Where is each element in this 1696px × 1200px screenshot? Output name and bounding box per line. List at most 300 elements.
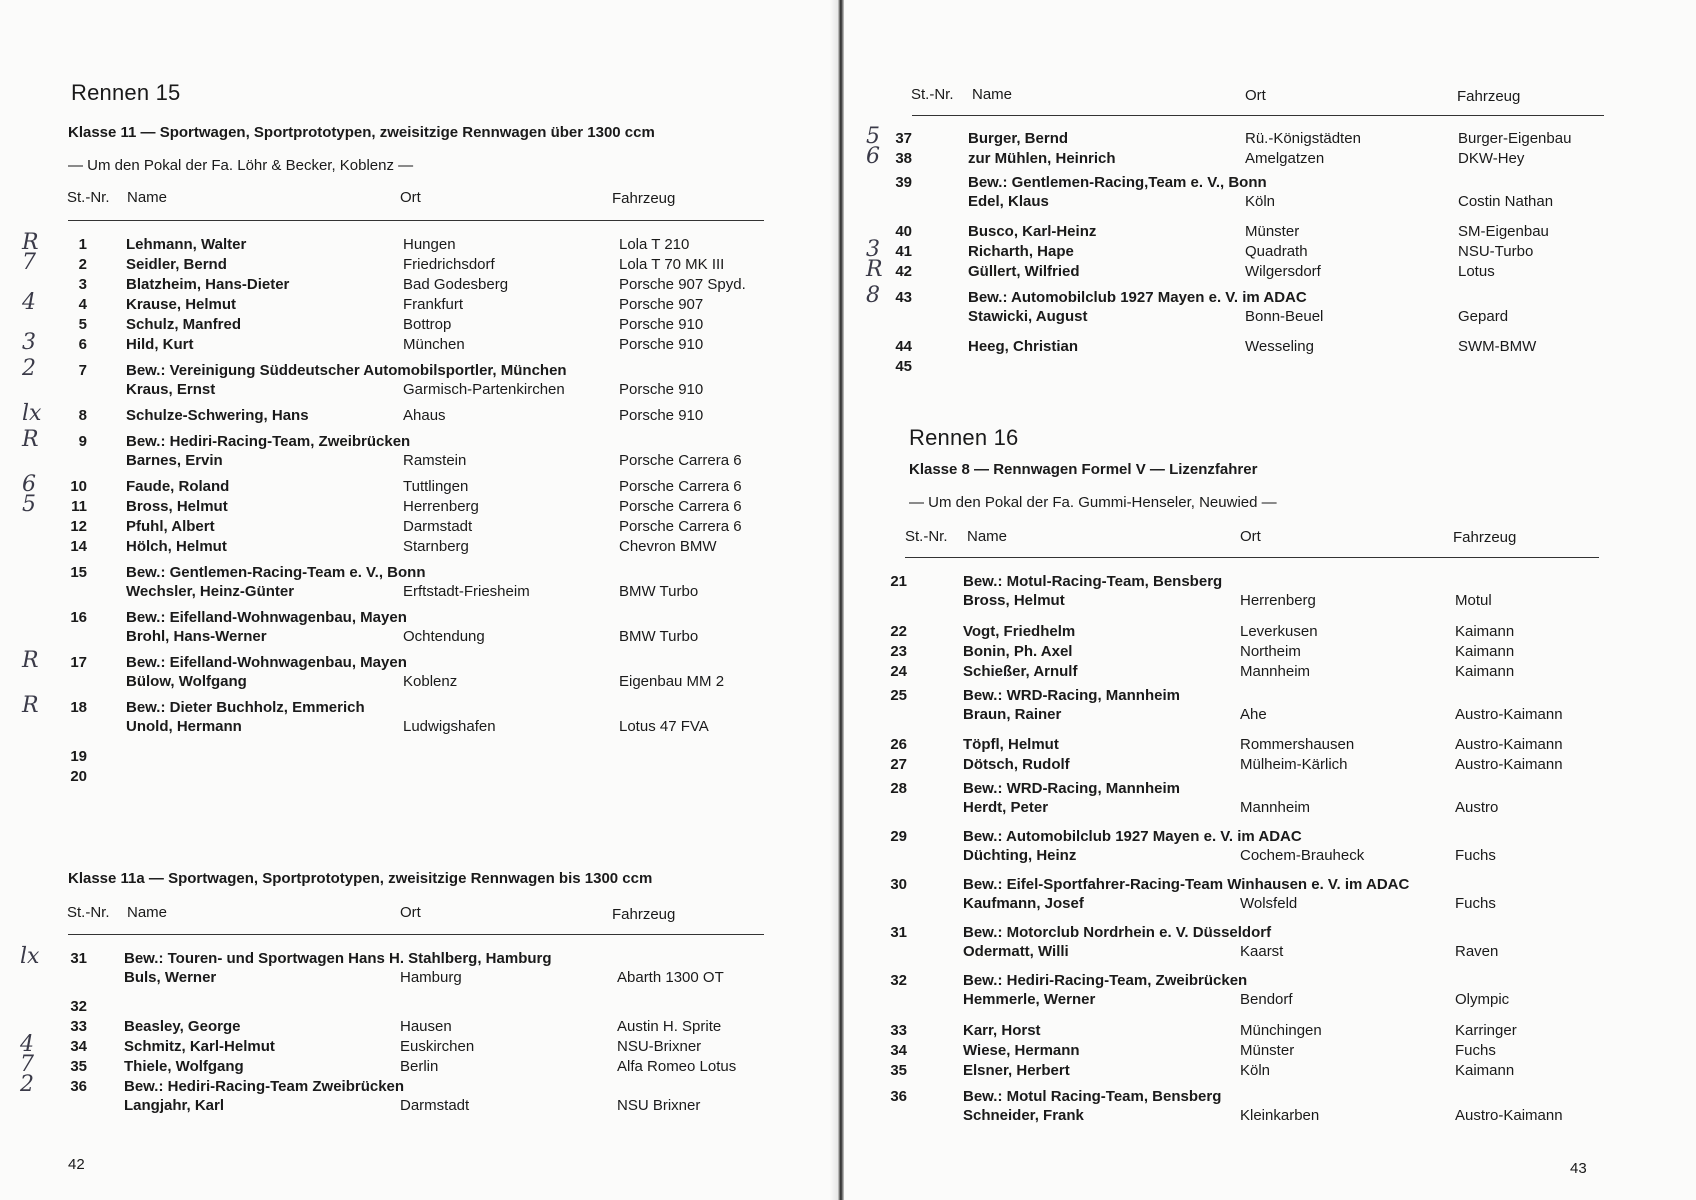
driver-name: zur Mühlen, Heinrich bbox=[968, 150, 1116, 167]
list-item bbox=[866, 124, 1620, 150]
driver-name: Elsner, Herbert bbox=[963, 1062, 1070, 1079]
entrant-team: Bew.: Motul Racing-Team, Bensberg bbox=[963, 1088, 1222, 1105]
location: Hamburg bbox=[400, 969, 462, 986]
list-item bbox=[890, 643, 1620, 663]
list-item bbox=[866, 237, 1620, 263]
driver-name: Karr, Horst bbox=[963, 1022, 1041, 1039]
location: Tuttlingen bbox=[403, 478, 469, 495]
vehicle: Olympic bbox=[1455, 991, 1510, 1008]
start-number: 38 bbox=[895, 150, 912, 167]
start-number: 4 bbox=[78, 296, 87, 313]
entrant-team: Bew.: Automobilclub 1927 Mayen e. V. im ADAC bbox=[968, 289, 1307, 306]
vehicle: Porsche 910 bbox=[619, 407, 704, 424]
location: Hausen bbox=[400, 1018, 452, 1035]
start-number: 32 bbox=[890, 972, 907, 989]
start-number: 35 bbox=[890, 1062, 907, 1079]
start-number: 12 bbox=[70, 518, 87, 535]
start-number: 36 bbox=[70, 1078, 87, 1095]
vehicle: Fuchs bbox=[1455, 847, 1496, 864]
vehicle: Porsche Carrera 6 bbox=[619, 452, 742, 469]
location: Kaarst bbox=[1240, 943, 1284, 960]
vehicle: Kaimann bbox=[1455, 623, 1515, 640]
driver-name: Wiese, Hermann bbox=[963, 1042, 1080, 1059]
list-item bbox=[22, 648, 780, 690]
header-rule-2 bbox=[905, 557, 1599, 558]
vehicle: Lotus bbox=[1458, 263, 1495, 280]
start-number: 23 bbox=[890, 643, 907, 660]
handwritten-mark: R bbox=[866, 257, 883, 282]
vehicle: Abarth 1300 OT bbox=[617, 969, 724, 986]
driver-name: Langjahr, Karl bbox=[124, 1097, 225, 1114]
location: Rü.-Königstädten bbox=[1245, 130, 1361, 147]
driver-name: Odermatt, Willi bbox=[963, 943, 1069, 960]
handwritten-mark: 6 bbox=[22, 472, 36, 497]
start-number: 7 bbox=[78, 362, 87, 379]
class-title: Klasse 11 — Sportwagen, Sportprototypen, zweisitzige Rennwagen über 1300 ccm bbox=[68, 124, 655, 141]
location: Köln bbox=[1240, 1062, 1271, 1079]
location: Herrenberg bbox=[403, 498, 479, 515]
vehicle: Porsche 910 bbox=[619, 381, 704, 398]
list-item bbox=[895, 223, 1620, 243]
location: Ramstein bbox=[403, 452, 467, 469]
start-number: 14 bbox=[70, 538, 87, 555]
list-item bbox=[890, 876, 1620, 912]
list-item bbox=[22, 472, 780, 498]
right-page bbox=[866, 0, 1620, 1200]
vehicle: NSU-Turbo bbox=[1458, 243, 1534, 260]
vehicle: Alfa Romeo Lotus bbox=[617, 1058, 737, 1075]
list-item bbox=[895, 174, 1620, 210]
start-number: 35 bbox=[70, 1058, 87, 1075]
driver-name: Heeg, Christian bbox=[968, 338, 1079, 355]
start-number: 17 bbox=[70, 654, 87, 671]
list-item bbox=[22, 250, 780, 276]
vehicle: Karringer bbox=[1455, 1022, 1517, 1039]
vehicle: SWM-BMW bbox=[1458, 338, 1537, 355]
location: Friedrichsdorf bbox=[403, 256, 495, 273]
list-item bbox=[60, 276, 780, 296]
vehicle: NSU Brixner bbox=[617, 1097, 701, 1114]
cup-sponsor: — Um den Pokal der Fa. Löhr & Becker, Koblenz — bbox=[68, 157, 414, 174]
list-item bbox=[20, 1072, 780, 1114]
list-item bbox=[22, 693, 780, 735]
page-number: 43 bbox=[1570, 1160, 1587, 1177]
start-number: 44 bbox=[895, 338, 912, 355]
handwritten-mark: R bbox=[22, 230, 39, 255]
book-gutter-shadow bbox=[830, 0, 838, 1200]
list-item bbox=[60, 609, 780, 645]
driver-name: Lehmann, Walter bbox=[126, 236, 247, 253]
start-number: 11 bbox=[71, 498, 87, 515]
handwritten-mark: 7 bbox=[22, 250, 36, 275]
location: Erftstadt-Friesheim bbox=[403, 583, 530, 600]
vehicle: Eigenbau MM 2 bbox=[619, 673, 725, 690]
class-title-2: Klasse 11a — Sportwagen, Sportprototypen, zweisitzige Rennwagen bis 1300 ccm bbox=[68, 870, 653, 887]
start-number: 16 bbox=[70, 609, 87, 626]
driver-name: Schmitz, Karl-Helmut bbox=[124, 1038, 275, 1055]
entrant-team: Bew.: Touren- und Sportwagen Hans H. Stahlberg, Hamburg bbox=[124, 950, 552, 967]
start-number: 27 bbox=[890, 756, 907, 773]
location: Garmisch-Partenkirchen bbox=[403, 381, 565, 398]
location: Cochem-Brauheck bbox=[1240, 847, 1365, 864]
driver-name: Herdt, Peter bbox=[963, 799, 1049, 816]
vehicle: NSU-Brixner bbox=[617, 1038, 702, 1055]
list-item bbox=[60, 316, 780, 336]
header-ort: Ort bbox=[1245, 87, 1266, 104]
list-item bbox=[895, 338, 1620, 358]
header-rule-2 bbox=[68, 934, 764, 935]
list-item bbox=[866, 144, 1620, 170]
list-item bbox=[60, 538, 780, 558]
location: Quadrath bbox=[1245, 243, 1308, 260]
list-item bbox=[866, 283, 1620, 325]
race-title: Rennen 16 bbox=[909, 425, 1019, 450]
start-number: 43 bbox=[895, 289, 912, 306]
vehicle: Costin Nathan bbox=[1458, 193, 1554, 210]
handwritten-mark: 2 bbox=[22, 356, 36, 381]
driver-name: Seidler, Bernd bbox=[126, 256, 227, 273]
driver-name: Schießer, Arnulf bbox=[963, 663, 1078, 680]
location: Darmstadt bbox=[400, 1097, 470, 1114]
driver-name: Unold, Hermann bbox=[126, 718, 242, 735]
handwritten-mark: 8 bbox=[866, 283, 880, 308]
start-number: 21 bbox=[890, 573, 907, 590]
entrant-team: Bew.: Hediri-Racing-Team, Zweibrücken bbox=[963, 972, 1248, 989]
entrant-team: Bew.: Motul-Racing-Team, Bensberg bbox=[963, 573, 1223, 590]
location: Wilgersdorf bbox=[1245, 263, 1321, 280]
list-item bbox=[890, 780, 1620, 816]
driver-name: Barnes, Ervin bbox=[126, 452, 223, 469]
driver-name: Schulz, Manfred bbox=[126, 316, 242, 333]
driver-name: Brohl, Hans-Werner bbox=[126, 628, 267, 645]
start-number: 20 bbox=[70, 768, 87, 785]
location: Münster bbox=[1240, 1042, 1295, 1059]
location: Herrenberg bbox=[1240, 592, 1316, 609]
start-number: 10 bbox=[70, 478, 87, 495]
vehicle: Raven bbox=[1455, 943, 1499, 960]
list-item bbox=[22, 290, 780, 316]
start-number: 19 bbox=[70, 748, 87, 765]
location: München bbox=[403, 336, 465, 353]
start-number: 45 bbox=[895, 358, 912, 375]
handwritten-mark: R bbox=[22, 693, 39, 718]
list-item bbox=[20, 1032, 780, 1058]
entrant-team: Bew.: Motorclub Nordrhein e. V. Düsseldorf bbox=[963, 924, 1272, 941]
start-number: 36 bbox=[890, 1088, 907, 1105]
list-item bbox=[890, 623, 1620, 643]
vehicle: Chevron BMW bbox=[619, 538, 717, 555]
vehicle: Porsche Carrera 6 bbox=[619, 498, 742, 515]
driver-name: Krause, Helmut bbox=[126, 296, 237, 313]
handwritten-mark: lx bbox=[22, 401, 42, 426]
start-number: 15 bbox=[70, 564, 87, 581]
header-nr: St.-Nr. bbox=[67, 189, 110, 206]
header-ort: Ort bbox=[400, 189, 421, 206]
list-item bbox=[890, 1062, 1620, 1082]
list-item bbox=[60, 518, 780, 538]
driver-name: Stawicki, August bbox=[968, 308, 1088, 325]
header-fahrzeug: Fahrzeug bbox=[1457, 88, 1521, 105]
location: Münchingen bbox=[1240, 1022, 1322, 1039]
vehicle: Porsche Carrera 6 bbox=[619, 518, 742, 535]
header-fahrzeug: Fahrzeug bbox=[1453, 529, 1517, 546]
vehicle: Austro-Kaimann bbox=[1455, 736, 1563, 753]
vehicle: Austro bbox=[1455, 799, 1499, 816]
start-number: 40 bbox=[895, 223, 912, 240]
driver-name: Dötsch, Rudolf bbox=[963, 756, 1070, 773]
entrant-team: Bew.: Hediri-Racing-Team Zweibrücken bbox=[124, 1078, 405, 1095]
list-item bbox=[890, 828, 1620, 864]
vehicle: Kaimann bbox=[1455, 663, 1515, 680]
location: Koblenz bbox=[403, 673, 458, 690]
driver-name: Edel, Klaus bbox=[968, 193, 1049, 210]
location: Berlin bbox=[400, 1058, 439, 1075]
location: Wolsfeld bbox=[1240, 895, 1298, 912]
header-name: Name bbox=[127, 189, 168, 206]
vehicle: Lotus 47 FVA bbox=[619, 718, 709, 735]
location: Northeim bbox=[1240, 643, 1301, 660]
driver-name: Kraus, Ernst bbox=[126, 381, 216, 398]
list-item bbox=[60, 564, 780, 600]
list-item bbox=[20, 944, 780, 986]
location: Kleinkarben bbox=[1240, 1107, 1320, 1124]
start-number: 31 bbox=[890, 924, 907, 941]
location: Bendorf bbox=[1240, 991, 1293, 1008]
location: Mülheim-Kärlich bbox=[1240, 756, 1348, 773]
driver-name: Blatzheim, Hans-Dieter bbox=[126, 276, 290, 293]
entrant-team: Bew.: WRD-Racing, Mannheim bbox=[963, 780, 1180, 797]
list-item bbox=[20, 1052, 780, 1078]
handwritten-mark: lx bbox=[20, 944, 40, 969]
handwritten-mark: 6 bbox=[866, 144, 880, 169]
driver-name: Bülow, Wolfgang bbox=[126, 673, 247, 690]
driver-name: Bonin, Ph. Axel bbox=[963, 643, 1073, 660]
start-number: 9 bbox=[78, 433, 87, 450]
start-number: 34 bbox=[70, 1038, 87, 1055]
driver-name: Schulze-Schwering, Hans bbox=[126, 407, 309, 424]
driver-name: Pfuhl, Albert bbox=[126, 518, 215, 535]
vehicle: Kaimann bbox=[1455, 643, 1515, 660]
vehicle: SM-Eigenbau bbox=[1458, 223, 1549, 240]
vehicle: Porsche Carrera 6 bbox=[619, 478, 742, 495]
header-fahrzeug: Fahrzeug bbox=[612, 190, 676, 207]
driver-name: Burger, Bernd bbox=[968, 130, 1069, 147]
driver-name: Vogt, Friedhelm bbox=[963, 623, 1076, 640]
driver-name: Braun, Rainer bbox=[963, 706, 1062, 723]
location: Hungen bbox=[403, 236, 456, 253]
list-item bbox=[890, 736, 1620, 756]
start-number: 2 bbox=[78, 256, 87, 273]
entrant-team: Bew.: Gentlemen-Racing,Team e. V., Bonn bbox=[968, 174, 1267, 191]
start-number: 24 bbox=[890, 663, 907, 680]
start-number: 37 bbox=[895, 130, 912, 147]
location: Leverkusen bbox=[1240, 623, 1318, 640]
location: Münster bbox=[1245, 223, 1300, 240]
list-item bbox=[890, 663, 1620, 683]
header-ort: Ort bbox=[400, 904, 421, 921]
entrant-team: Bew.: Gentlemen-Racing-Team e. V., Bonn bbox=[126, 564, 426, 581]
list-item bbox=[22, 356, 780, 398]
entrant-team: Bew.: Eifelland-Wohnwagenbau, Mayen bbox=[126, 654, 407, 671]
vehicle: Austro-Kaimann bbox=[1455, 1107, 1563, 1124]
start-number: 28 bbox=[890, 780, 907, 797]
location: Bad Godesberg bbox=[403, 276, 509, 293]
driver-name: Beasley, George bbox=[124, 1018, 241, 1035]
start-number: 6 bbox=[78, 336, 87, 353]
page-number: 42 bbox=[68, 1156, 85, 1173]
driver-name: Bross, Helmut bbox=[126, 498, 228, 515]
list-item bbox=[22, 401, 780, 427]
list-item bbox=[890, 1088, 1620, 1124]
entrant-team: Bew.: WRD-Racing, Mannheim bbox=[963, 687, 1180, 704]
handwritten-mark: 5 bbox=[22, 492, 36, 517]
header-rule bbox=[68, 220, 764, 221]
location: Köln bbox=[1245, 193, 1276, 210]
start-number: 34 bbox=[890, 1042, 907, 1059]
vehicle: Porsche 910 bbox=[619, 316, 704, 333]
list-item bbox=[60, 768, 780, 788]
list-item bbox=[890, 687, 1620, 723]
list-item bbox=[22, 427, 780, 469]
handwritten-mark: R bbox=[22, 648, 39, 673]
location: Euskirchen bbox=[400, 1038, 475, 1055]
header-nr: St.-Nr. bbox=[911, 86, 954, 103]
vehicle: BMW Turbo bbox=[619, 628, 699, 645]
list-item bbox=[890, 924, 1620, 960]
list-item bbox=[890, 972, 1620, 1008]
vehicle: Austro-Kaimann bbox=[1455, 706, 1563, 723]
location: Wesseling bbox=[1245, 338, 1314, 355]
location: Frankfurt bbox=[403, 296, 464, 313]
vehicle: Lola T 210 bbox=[619, 236, 690, 253]
location: Mannheim bbox=[1240, 663, 1311, 680]
location: Rommershausen bbox=[1240, 736, 1355, 753]
header-ort: Ort bbox=[1240, 528, 1261, 545]
vehicle: Fuchs bbox=[1455, 895, 1496, 912]
driver-name: Hölch, Helmut bbox=[126, 538, 227, 555]
vehicle: Porsche 910 bbox=[619, 336, 704, 353]
vehicle: Fuchs bbox=[1455, 1042, 1496, 1059]
handwritten-mark: 5 bbox=[866, 124, 880, 149]
handwritten-mark: 3 bbox=[866, 237, 880, 262]
list-item bbox=[890, 1022, 1620, 1042]
vehicle: Lola T 70 MK III bbox=[619, 256, 725, 273]
driver-name: Wechsler, Heinz-Günter bbox=[126, 583, 295, 600]
start-number: 22 bbox=[890, 623, 907, 640]
entrant-team: Bew.: Vereinigung Süddeutscher Automobilsportler, München bbox=[126, 362, 567, 379]
location: Mannheim bbox=[1240, 799, 1311, 816]
vehicle: Burger-Eigenbau bbox=[1458, 130, 1572, 147]
start-number: 33 bbox=[70, 1018, 87, 1035]
location: Ludwigshafen bbox=[403, 718, 496, 735]
entrant-team: Bew.: Eifelland-Wohnwagenbau, Mayen bbox=[126, 609, 407, 626]
location: Starnberg bbox=[403, 538, 469, 555]
list-item bbox=[890, 573, 1620, 609]
start-number: 18 bbox=[70, 699, 87, 716]
list-item bbox=[22, 330, 780, 356]
driver-name: Kaufmann, Josef bbox=[963, 895, 1084, 912]
class-title: Klasse 8 — Rennwagen Formel V — Lizenzfahrer bbox=[909, 461, 1258, 478]
list-item bbox=[60, 1018, 780, 1038]
location: Ochtendung bbox=[403, 628, 485, 645]
location: Bonn-Beuel bbox=[1245, 308, 1324, 325]
handwritten-mark: 7 bbox=[20, 1052, 34, 1077]
list-item bbox=[895, 358, 1620, 378]
start-number: 33 bbox=[890, 1022, 907, 1039]
driver-name: Faude, Roland bbox=[126, 478, 230, 495]
start-number: 1 bbox=[78, 236, 87, 253]
start-number: 25 bbox=[890, 687, 907, 704]
vehicle: Austin H. Sprite bbox=[617, 1018, 722, 1035]
list-item bbox=[22, 492, 780, 518]
vehicle: Porsche 907 bbox=[619, 296, 704, 313]
header-name: Name bbox=[972, 86, 1013, 103]
start-number: 31 bbox=[70, 950, 87, 967]
vehicle: Motul bbox=[1455, 592, 1492, 609]
entrant-team: Bew.: Dieter Buchholz, Emmerich bbox=[126, 699, 365, 716]
driver-name: Töpfl, Helmut bbox=[963, 736, 1059, 753]
handwritten-mark: R bbox=[22, 427, 39, 452]
list-item bbox=[866, 257, 1620, 283]
race-title: Rennen 15 bbox=[71, 80, 181, 105]
list-item bbox=[890, 756, 1620, 776]
list-item bbox=[22, 230, 780, 256]
list-item bbox=[60, 748, 780, 768]
driver-name: Hemmerle, Werner bbox=[963, 991, 1096, 1008]
vehicle: Kaimann bbox=[1455, 1062, 1515, 1079]
start-number: 30 bbox=[890, 876, 907, 893]
vehicle: Gepard bbox=[1458, 308, 1509, 325]
header-nr: St.-Nr. bbox=[905, 528, 948, 545]
vehicle: BMW Turbo bbox=[619, 583, 699, 600]
driver-name: Buls, Werner bbox=[124, 969, 217, 986]
left-page bbox=[20, 0, 780, 1200]
header-name: Name bbox=[127, 904, 168, 921]
location: Bottrop bbox=[403, 316, 452, 333]
start-number: 32 bbox=[70, 998, 87, 1015]
book-spine bbox=[838, 0, 844, 1200]
vehicle: Porsche 907 Spyd. bbox=[619, 276, 746, 293]
header-fahrzeug: Fahrzeug bbox=[612, 906, 676, 923]
list-item bbox=[60, 998, 780, 1018]
location: Amelgatzen bbox=[1245, 150, 1325, 167]
driver-name: Thiele, Wolfgang bbox=[124, 1058, 244, 1075]
list-item bbox=[890, 1042, 1620, 1062]
start-number: 3 bbox=[78, 276, 87, 293]
location: Ahe bbox=[1240, 706, 1267, 723]
driver-name: Richarth, Hape bbox=[968, 243, 1074, 260]
driver-name: Hild, Kurt bbox=[126, 336, 194, 353]
driver-name: Schneider, Frank bbox=[963, 1107, 1084, 1124]
driver-name: Güllert, Wilfried bbox=[968, 263, 1080, 280]
vehicle: Austro-Kaimann bbox=[1455, 756, 1563, 773]
handwritten-mark: 4 bbox=[22, 290, 36, 315]
entrant-team: Bew.: Eifel-Sportfahrer-Racing-Team Winhausen e. V. im ADAC bbox=[963, 876, 1410, 893]
start-number: 41 bbox=[895, 243, 912, 260]
location: Darmstadt bbox=[403, 518, 473, 535]
start-number: 8 bbox=[78, 407, 87, 424]
start-number: 26 bbox=[890, 736, 907, 753]
start-number: 5 bbox=[78, 316, 87, 333]
handwritten-mark: 3 bbox=[22, 330, 36, 355]
driver-name: Düchting, Heinz bbox=[963, 847, 1077, 864]
header-nr: St.-Nr. bbox=[67, 904, 110, 921]
entrant-team: Bew.: Hediri-Racing-Team, Zweibrücken bbox=[126, 433, 411, 450]
driver-name: Busco, Karl-Heinz bbox=[968, 223, 1097, 240]
driver-name: Bross, Helmut bbox=[963, 592, 1065, 609]
start-number: 29 bbox=[890, 828, 907, 845]
start-number: 39 bbox=[895, 174, 912, 191]
